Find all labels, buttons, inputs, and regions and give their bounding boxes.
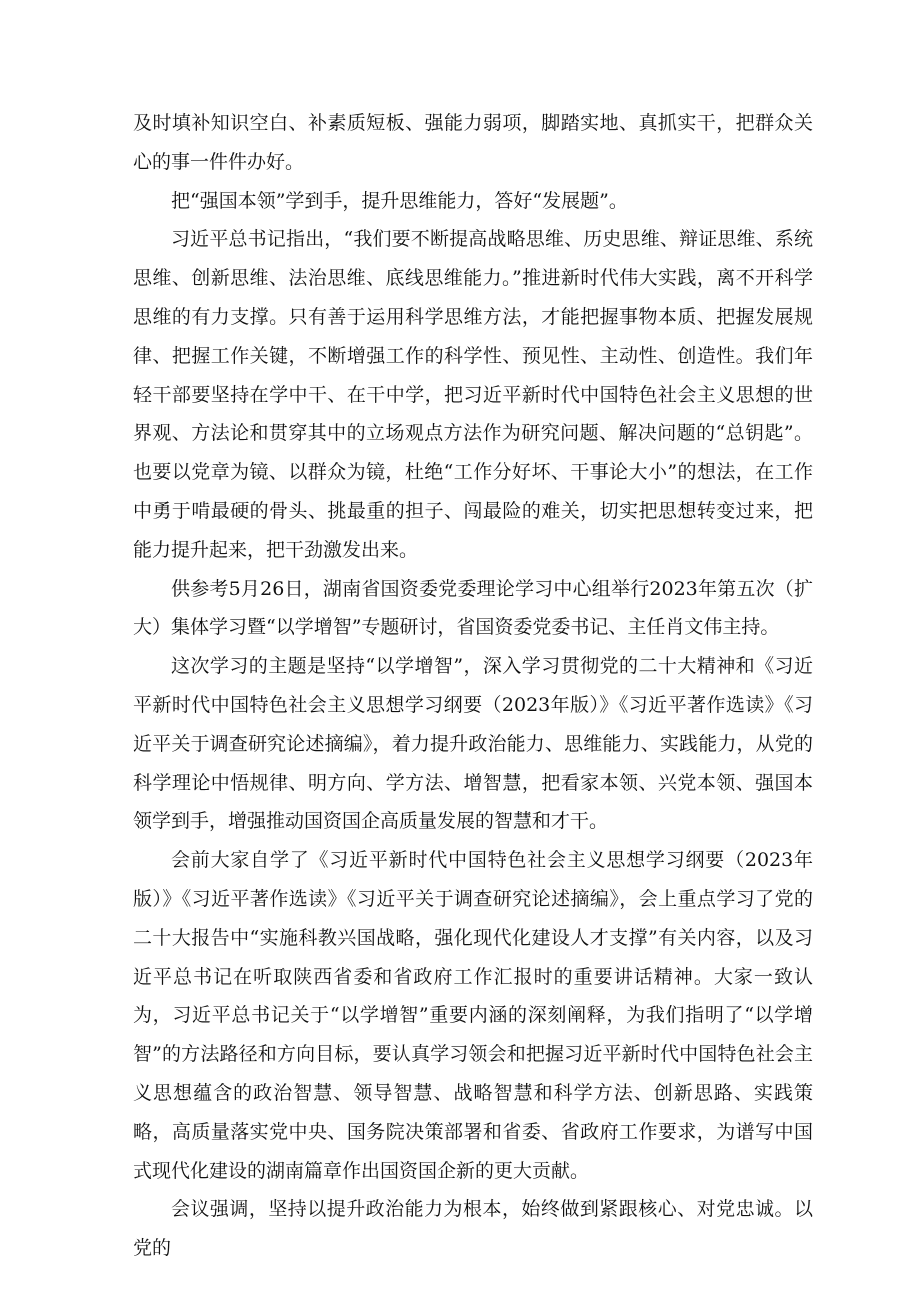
paragraph-meeting-emphasis: 会议强调，坚持以提升政治能力为根本，始终做到紧跟核心、对党忠诚。以党的	[133, 1198, 813, 1260]
paragraph-study-theme: 这次学习的主题是坚持“以学增智”，深入学习贯彻党的二十大精神和《习近平新时代中国特色社会主义思想学习纲要（2023年版）》《习近平著作选读》《习近平关于调查研究论述摘编》，着力提升政治能力、思维能力、实践能力，从党的科学理论中悟规律、明方向、学方法、增智慧，把看家本领、兴党本领、强国本领学到手，增强推动国资国企高质量发展的智慧和才干。	[133, 655, 813, 833]
document-body	[133, 104, 813, 1268]
paragraph-heading-development: 把“强国本领”学到手，提升思维能力，答好“发展题”。	[171, 189, 628, 212]
paragraph-continuation: 及时填补知识空白、补素质短板、强能力弱项，脚踏实地、真抓实干，把群众关心的事一件件办好。	[133, 112, 813, 173]
paragraph-reference-intro: 供参考5月26日，湖南省国资委党委理论学习中心组举行2023年第五次（扩大）集体学习暨“以学增智”专题研讨，省国资委党委书记、主任肖文伟主持。	[133, 577, 813, 639]
paragraph-pre-meeting-study: 会前大家自学了《习近平新时代中国特色社会主义思想学习纲要（2023年版）》《习近平著作选读》《习近平关于调查研究论述摘编》，会上重点学习了党的二十大报告中“实施科教兴国战略，强化现代化建设人才支撑”有关内容，以及习近平总书记在听取陕西省委和省政府工作汇报时的重要讲话精神。大家一致认为，习近平总书记关于“以学增智”重要内涵的深刻阐释，为我们指明了“以学增智”的方法路径和方向目标，要认真学习领会和把握习近平新时代中国特色社会主义思想蕴含的政治智慧、领导智慧、战略智慧和科学方法、创新思路、实践策略，高质量落实党中央、国务院决策部署和省委、省政府工作要求，为谱写中国式现代化建设的湖南篇章作出国资国企新的更大贡献。	[133, 849, 813, 1182]
paragraph-thinking-ability: 习近平总书记指出，“我们要不断提高战略思维、历史思维、辩证思维、系统思维、创新思维、法治思维、底线思维能力。”推进新时代伟大实践，离不开科学思维的有力支撑。只有善于运用科学思维方法，才能把握事物本质、把握发展规律、把握工作关键，不断增强工作的科学性、预见性、主动性、创造性。我们年轻干部要坚持在学中干、在干中学，把习近平新时代中国特色社会主义思想的世界观、方法论和贯穿其中的立场观点方法作为研究问题、解决问题的“总钥匙”。也要以党章为镜、以群众为镜，杜绝“工作分好坏、干事论大小”的想法，在工作中勇于啃最硬的骨头、挑最重的担子、闯最险的难关，切实把思想转变过来，把能力提升起来，把干劲激发出来。	[133, 228, 813, 561]
